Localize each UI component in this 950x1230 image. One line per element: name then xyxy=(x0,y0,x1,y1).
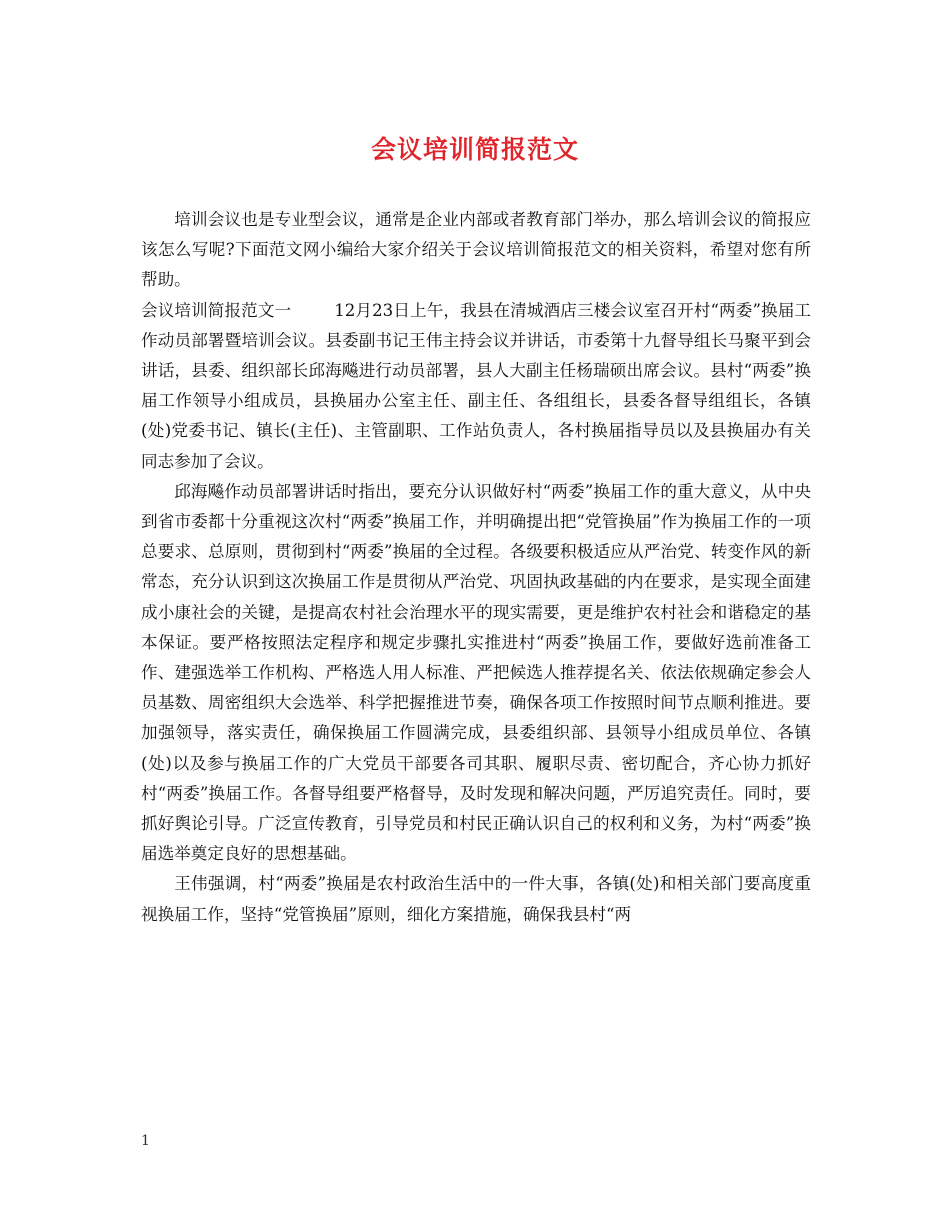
paragraph-intro: 培训会议也是专业型会议，通常是企业内部或者教育部门举办，那么培训会议的简报应该怎么写呢?下面范文网小编给大家介绍关于会议培训简报范文的相关资料，希望对您有所帮助。 xyxy=(141,210,811,290)
paragraph-sample-one xyxy=(141,296,811,477)
page-number: 1 xyxy=(141,1133,150,1149)
paragraph-speech-qiu: 邱海飚作动员部署讲话时指出，要充分认识做好村“两委”换届工作的重大意义，从中央到省市委都十分重视这次村“两委”换届工作，并明确提出把“党管换届”作为换届工作的一项总要求、总原则，贯彻到村“两委”换届的全过程。各级要积极适应从严治党、转变作风的新常态，充分认识到这次换届工作是贯彻从严治党、巩固执政基础的内在要求，是实现全面建成小康社会的关键，是提高农村社会治理水平的现实需要，更是维护农村社会和谐稳定的基本保证。要严格按照法定程序和规定步骤扎实推进村“两委”换届工作，要做好选前准备工作、建强选举工作机构、严格选人用人标准、严把候选人推荐提名关、依法依规确定参会人员基数、周密组织大会选举、科学把握推进节奏，确保各项工作按照时间节点顺利推进。要加强领导，落实责任，确保换届工作圆满完成，县委组织部、县领导小组成员单位、各镇(处)以及参与换届工作的广大党员干部要各司其职、履职尽责、密切配合，齐心协力抓好村“两委”换届工作。各督导组要严格督导，及时发现和解决问题，严厉追究责任。同时，要抓好舆论引导。广泛宣传教育，引导党员和村民正确认识自己的权利和义务，为村“两委”换届选举奠定良好的思想基础。 xyxy=(141,481,811,864)
paragraph-sample-one-text: 12月23日上午，我县在清城酒店三楼会议室召开村“两委”换届工作动员部署暨培训会议。县委副书记王伟主持会议并讲话，市委第十九督导组长马聚平到会讲话，县委、组织部长邱海飚进行动员部署，县人大副主任杨瑞硕出席会议。县村“两委”换届工作领导小组成员，县换届办公室主任、副主任、各组组长，县委各督导组组长，各镇(处)党委书记、镇长(主任)、主管副职、工作站负责人，各村换届指导员以及县换届办有关同志参加了会议。 xyxy=(141,300,811,471)
paragraph-speech-wang: 王伟强调，村“两委”换届是农村政治生活中的一件大事，各镇(处)和相关部门要高度重视换届工作，坚持“党管换届”原则，细化方案措施，确保我县村“两 xyxy=(141,874,811,924)
section-heading: 会议培训简报范文一 xyxy=(141,300,292,320)
page-title: 会议培训简报范文 xyxy=(370,135,579,164)
document-body xyxy=(141,205,811,930)
